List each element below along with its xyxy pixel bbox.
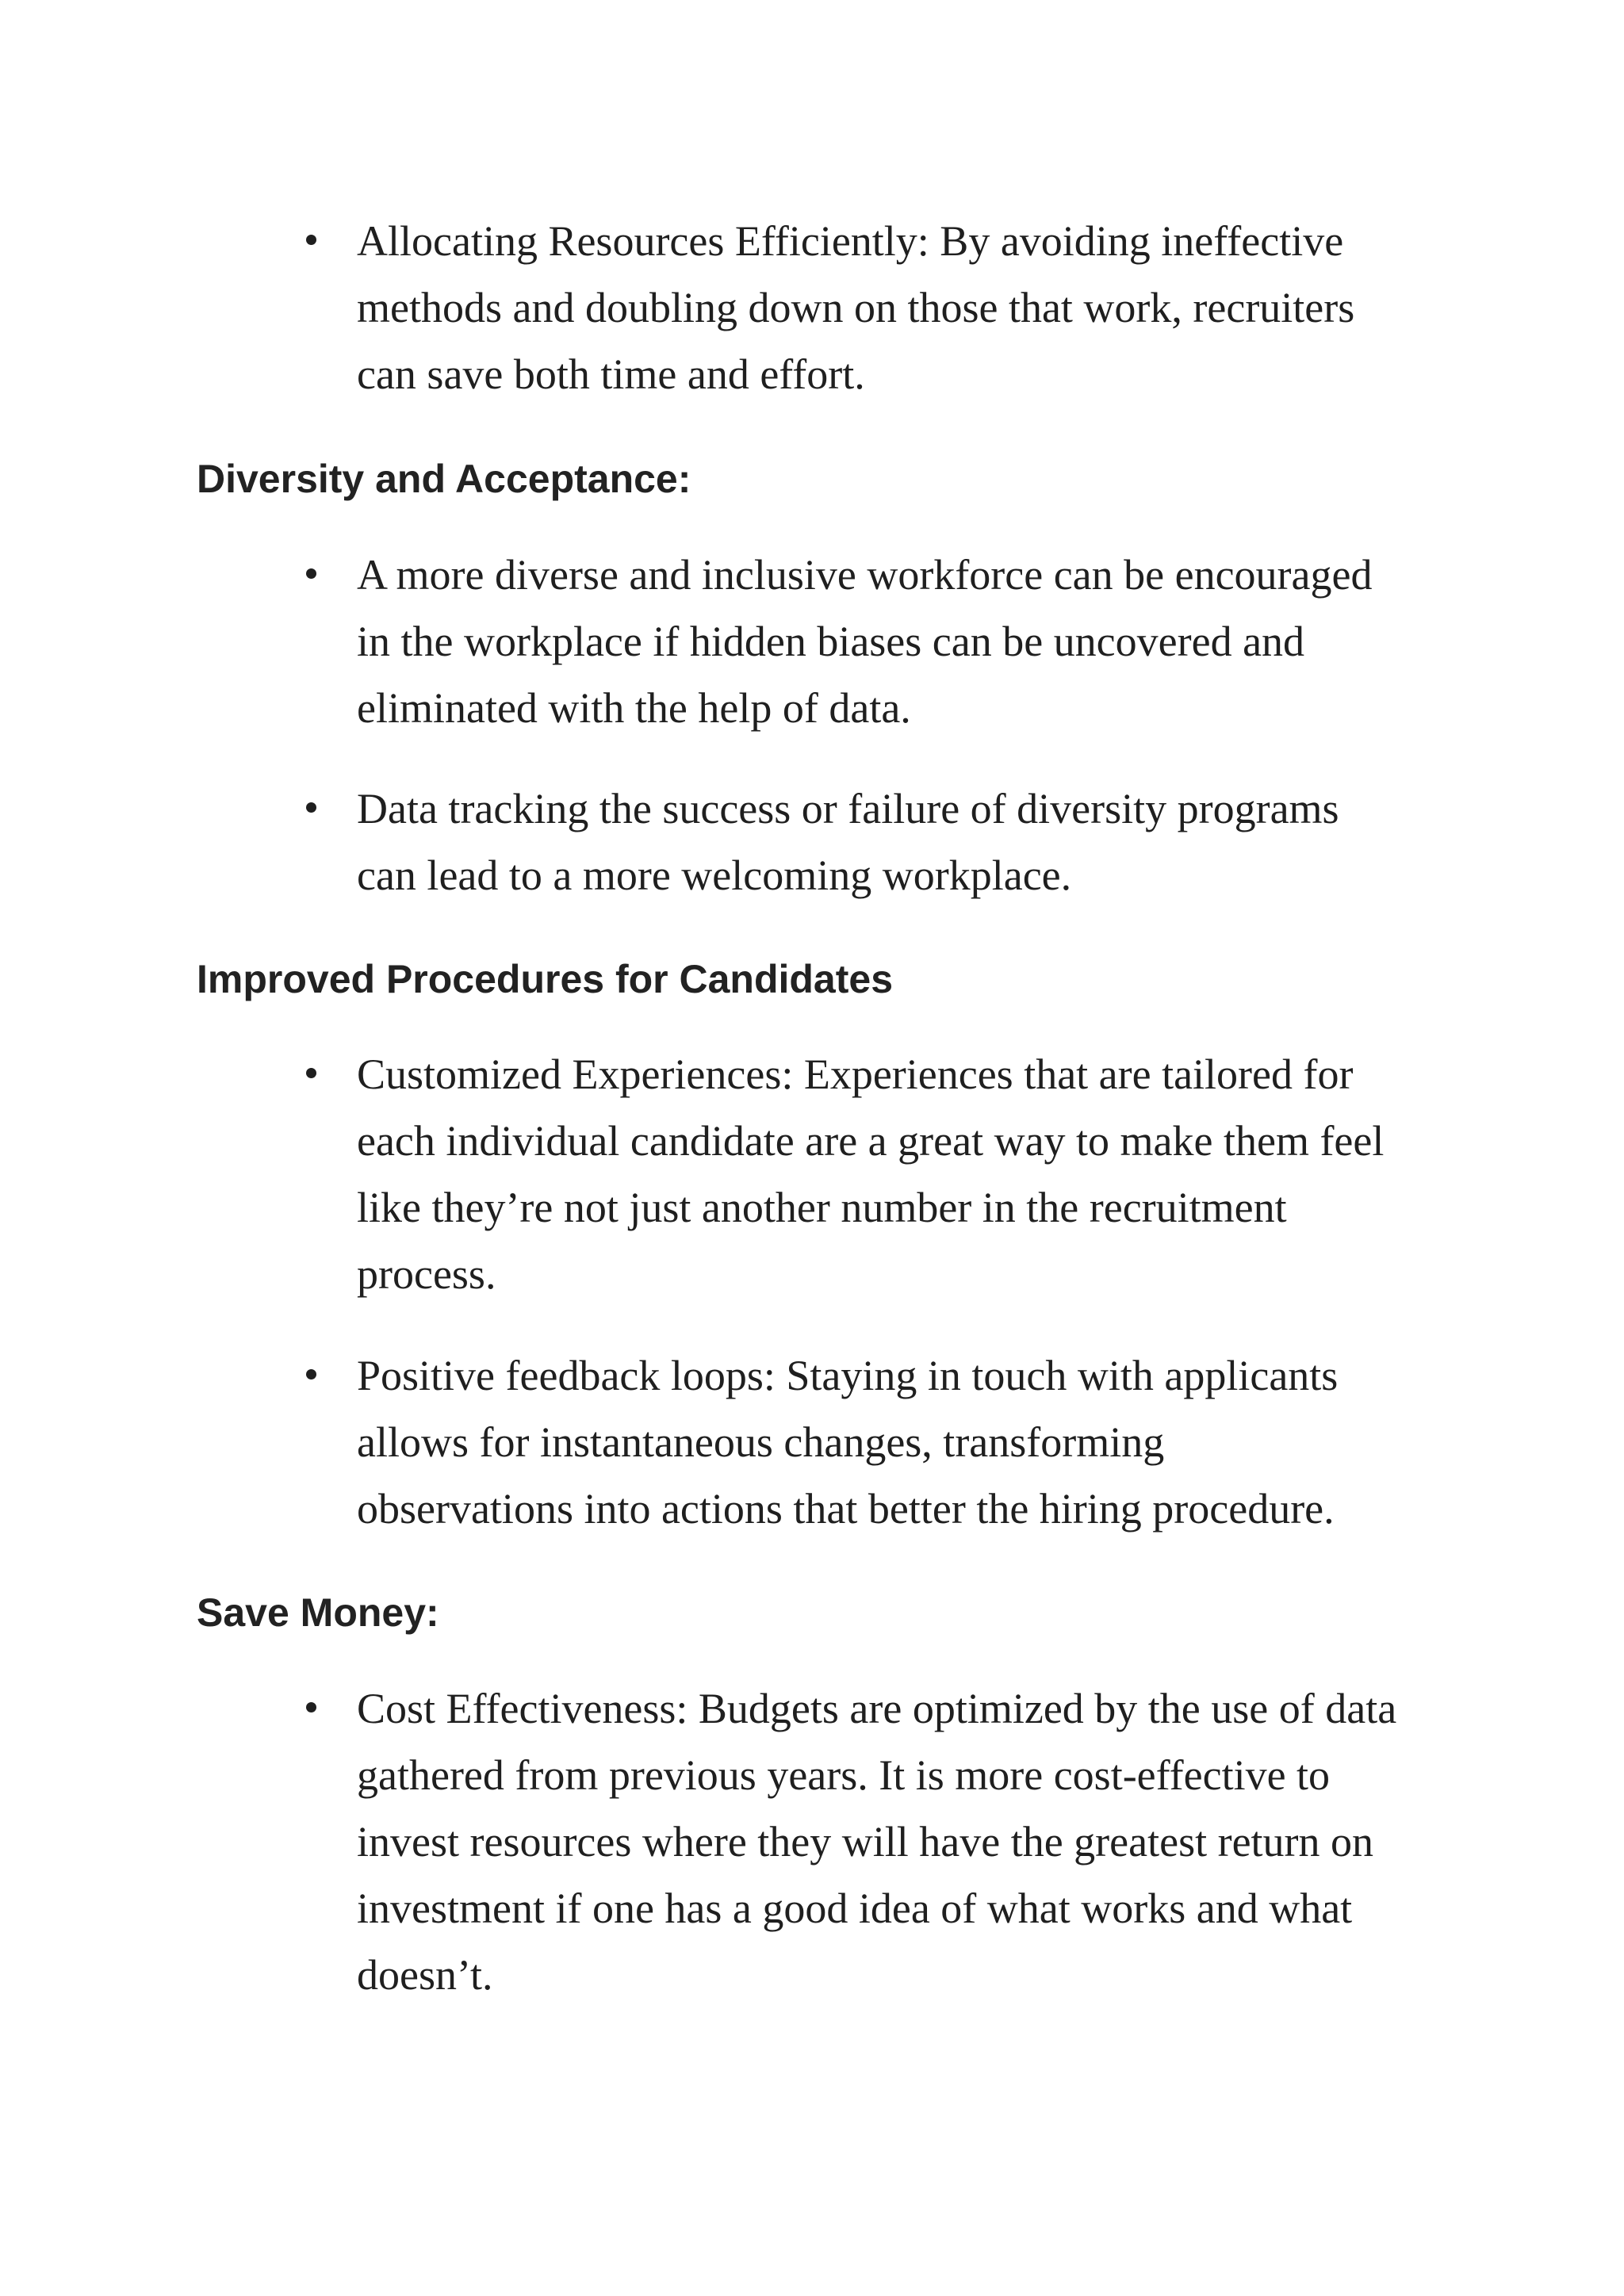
bullet-point — [306, 802, 316, 813]
bullet-point — [306, 1068, 316, 1078]
list-item-line: in the workplace if hidden biases can be uncovered and — [357, 618, 1305, 665]
list-item-line: Cost Effectiveness: Budgets are optimized by the use of data — [357, 1685, 1397, 1732]
bullet-point — [306, 1702, 316, 1712]
list-item-customized-experiences — [357, 1041, 1483, 1307]
list-item-line: Positive feedback loops: Staying in touch with applicants — [357, 1352, 1339, 1399]
section-heading-diversity: Diversity and Acceptance: — [197, 457, 691, 501]
list-item-line: each individual candidate are a great way to make them feel — [357, 1117, 1385, 1165]
list-item-feedback-loops — [357, 1342, 1483, 1542]
list-item-line: Allocating Resources Efficiently: By avoiding ineffective — [357, 217, 1344, 265]
list-item-line: invest resources where they will have the greatest return on — [357, 1818, 1374, 1866]
list-item-line: methods and doubling down on those that work, recruiters — [357, 284, 1355, 331]
list-item-line: doesn’t. — [357, 1951, 493, 1999]
list-item-line: A more diverse and inclusive workforce can be encouraged — [357, 551, 1373, 599]
list-item-line: gathered from previous years. It is more cost-effective to — [357, 1751, 1331, 1799]
list-item-line: eliminated with the help of data. — [357, 684, 911, 732]
list-item-line: observations into actions that better the hiring procedure. — [357, 1485, 1335, 1533]
section-heading-procedures: Improved Procedures for Candidates — [197, 957, 894, 1001]
list-item-line: investment if one has a good idea of what works and what — [357, 1885, 1353, 1932]
list-item-line: Data tracking the success or failure of diversity programs — [357, 785, 1339, 832]
bullet-point — [306, 235, 316, 245]
bullet-point — [306, 1369, 316, 1380]
list-item-line: can save both time and effort. — [357, 350, 865, 398]
list-item-data-tracking — [357, 775, 1483, 909]
section-heading-save-money: Save Money: — [197, 1590, 439, 1635]
list-item-cost-effectiveness — [357, 1675, 1483, 2008]
list-item-line: can lead to a more welcoming workplace. — [357, 851, 1072, 899]
list-item-line: process. — [357, 1250, 496, 1298]
list-item-diverse-workforce — [357, 541, 1483, 741]
list-item-allocating-resources — [357, 208, 1483, 408]
bullet-point — [306, 568, 316, 579]
list-item-line: allows for instantaneous changes, transforming — [357, 1418, 1165, 1466]
list-item-line: like they’re not just another number in the recruitment — [357, 1184, 1287, 1231]
list-item-line: Customized Experiences: Experiences that are tailored for — [357, 1050, 1354, 1098]
